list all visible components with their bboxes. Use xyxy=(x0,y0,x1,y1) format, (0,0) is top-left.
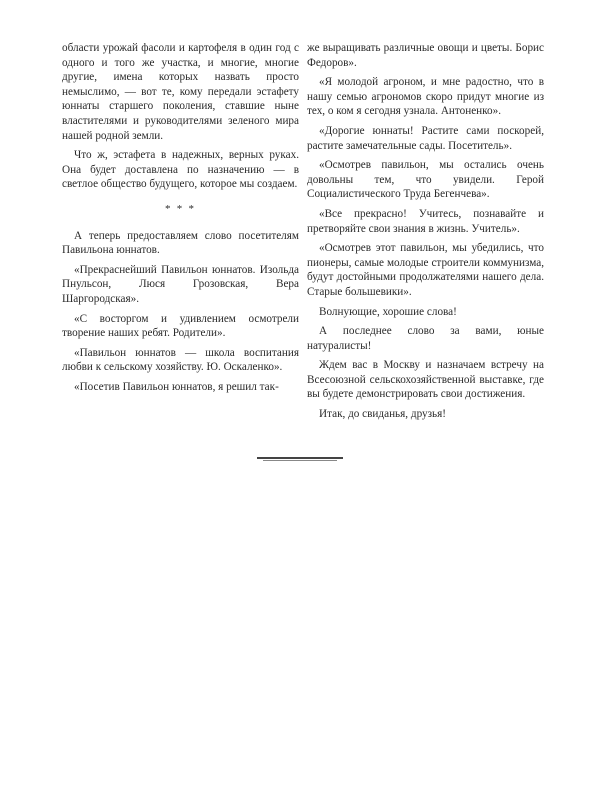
left-column xyxy=(62,41,299,399)
right-paragraph-1: же выращивать различные овощи и цветы. Борис Федоров». xyxy=(307,42,544,69)
right-paragraph-10: Итак, до свиданья, друзья! xyxy=(319,408,447,421)
right-paragraph-5: «Все прекрасно! Учитесь, познавайте и претворяйте свои знания в жизнь. Учитель». xyxy=(307,207,544,235)
left-paragraph-6: «Павильон юннатов — школа воспитания любви к сельскому хозяйству. Ю. Оскаленко». xyxy=(62,346,299,374)
left-paragraph-7: «Посетив Павильон юннатов, я решил так- xyxy=(74,380,279,393)
right-paragraph-3: «Дорогие юннаты! Растите сами поскорей, растите замечательные сады. Посетитель». xyxy=(307,124,544,152)
right-paragraph-7: Волнующие, хорошие слова! xyxy=(319,305,457,318)
left-paragraph-1: области урожай фасоли и картофеля в один год с одного и того же участка, и многие, многие другие, имена которых назвать просто немыслимо, — вот те, кому передали эстафету юннаты старшего поколения, ставшие ныне властителями и руководителями зеленого мира нашей родной земли. xyxy=(62,42,299,142)
end-divider-rule xyxy=(257,457,343,459)
right-paragraph-9: Ждем вас в Москву и назначаем встречу на Всесоюзной сельскохозяйственной выставке, где вы будете демонстрировать свои достижения. xyxy=(307,359,544,401)
right-paragraph-8: А последнее слово за вами, юные натуралисты! xyxy=(307,325,544,352)
left-paragraph-4: «Прекраснейший Павильон юннатов. Изольда Пнульсон, Люся Грозовская, Вера Шаргородская». xyxy=(62,263,299,305)
left-paragraph-3: А теперь предоставляем слово посетителям Павильона юннатов. xyxy=(62,229,299,257)
right-paragraph-2: «Я молодой агроном, и мне радостно, что в нашу семью агрономов скоро придут многие из тех, о ком я сегодня узнала. Антоненко». xyxy=(307,76,544,118)
right-paragraph-6: «Осмотрев этот павильон, мы убедились, что пионеры, самые молодые строители коммунизма, будут достойными продолжателями нашего дела. Старые большевики». xyxy=(307,242,544,298)
section-separator: * * * xyxy=(165,202,196,215)
right-column xyxy=(307,41,544,427)
left-paragraph-2: Что ж, эстафета в надежных, верных руках. Она будет доставлена по назначению — в светлое общество будущего, которое мы создаем. xyxy=(62,149,299,191)
left-paragraph-5: «С восторгом и удивлением осмотрели творение наших ребят. Родители». xyxy=(62,312,299,340)
right-paragraph-4: «Осмотрев павильон, мы остались очень довольны тем, что увидели. Герой Социалистического Труда Бегенчева». xyxy=(307,159,544,201)
